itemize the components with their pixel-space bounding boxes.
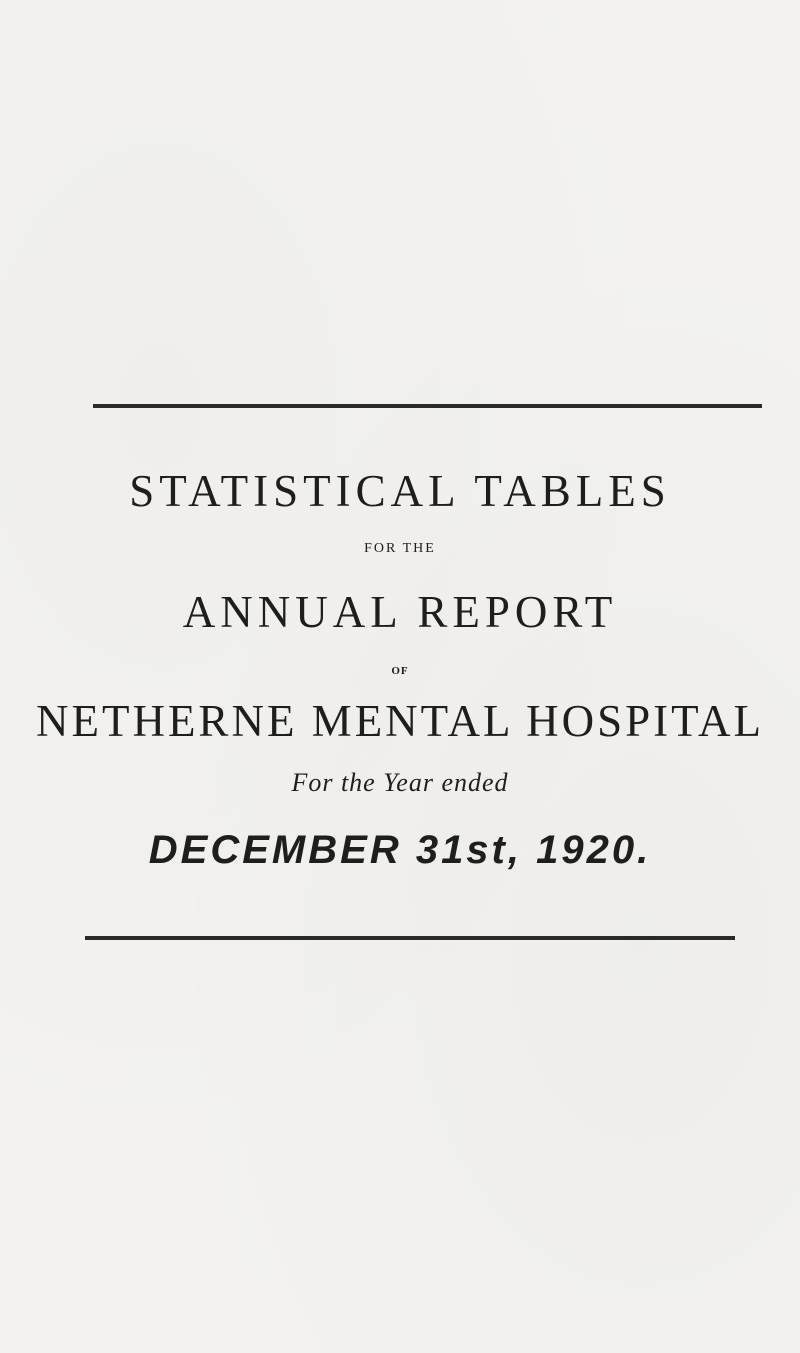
bottom-rule: [85, 936, 735, 940]
top-rule: [93, 404, 762, 408]
of-line: OF: [391, 665, 409, 677]
report-date: DECEMBER 31st, 1920.: [148, 828, 652, 872]
report-title: ANNUAL REPORT: [182, 587, 618, 637]
hospital-name: NETHERNE MENTAL HOSPITAL: [35, 696, 765, 746]
for-the-line: FOR THE: [364, 541, 436, 556]
year-ended-line: For the Year ended: [291, 768, 509, 797]
document-title: STATISTICAL TABLES: [129, 466, 671, 516]
